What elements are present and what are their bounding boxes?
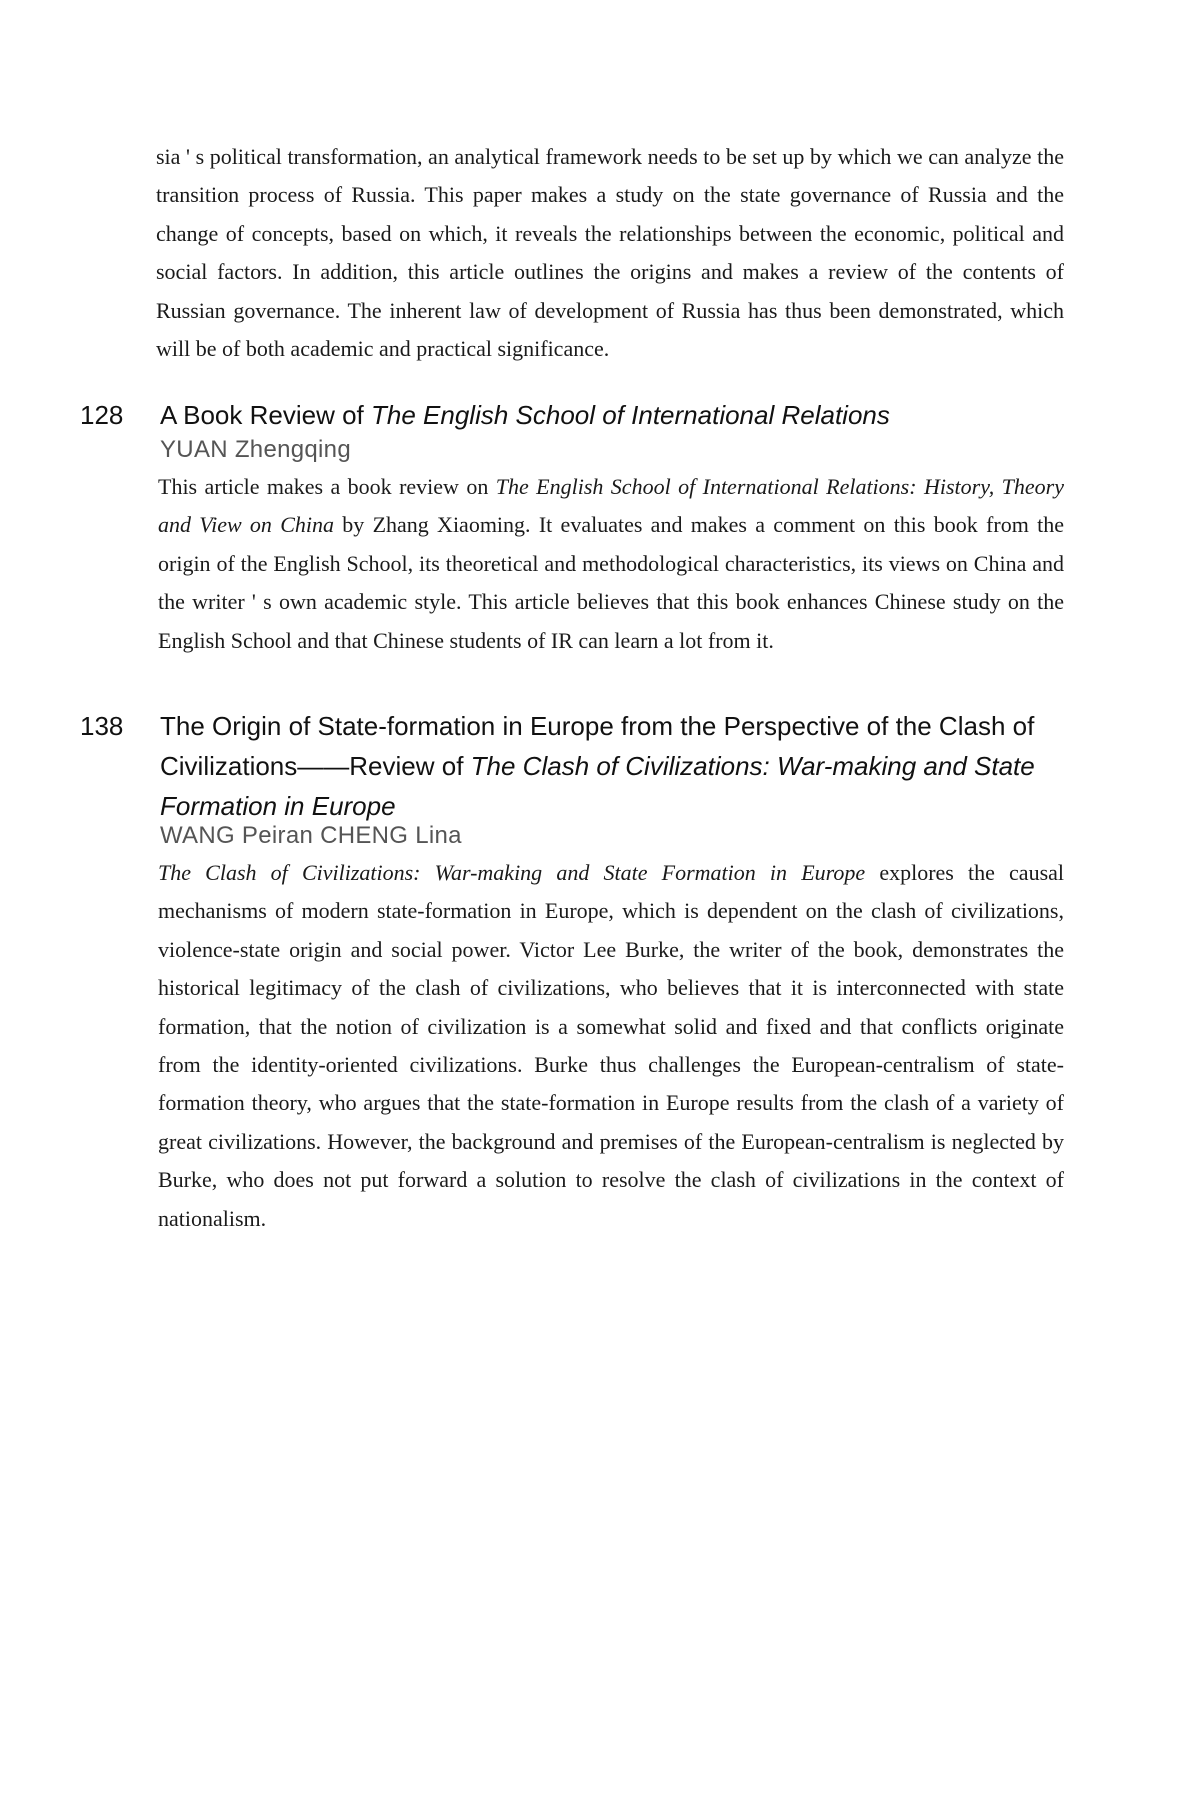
entry-abstract bbox=[158, 854, 1064, 1238]
entry-title-prefix: The Origin of State-formation in Europe from the Perspective of the Clash of Civilizations——Review of bbox=[160, 711, 1035, 781]
abstract-lead: This article makes a book review on bbox=[158, 474, 496, 499]
entry-title bbox=[160, 706, 1070, 826]
entry-title-book: The Clash of Civilizations: War-making and State Formation in Europe bbox=[160, 751, 1035, 821]
abstract-book-title: The Clash of Civilizations: War-making and State Formation in Europe bbox=[158, 860, 866, 885]
abstract-body: by Zhang Xiaoming. It evaluates and makes a comment on this book from the origin of the English School, its theoretical and methodological characteristics, its views on China and the writer ' s own academic style. This article believes that this book enhances Chinese study on the English School and that Chinese students of IR can learn a lot from it. bbox=[158, 512, 1064, 653]
abstract-body: explores the causal mechanisms of modern state-formation in Europe, which is dependent on the clash of civilizations, violence-state origin and social power. Victor Lee Burke, the writer of the book, demonstrates the historical legitimacy of the clash of civilizations, who believes that it is interconnected with state formation, that the notion of civilization is a somewhat solid and fixed and that conflicts originate from the identity-oriented civilizations. Burke thus challenges the European-centralism of state-formation theory, who argues that the state-formation in Europe results from the clash of a variety of great civilizations. However, the background and premises of the European-centralism is neglected by Burke, who does not put forward a solution to resolve the clash of civilizations in the context of nationalism. bbox=[158, 860, 1065, 1231]
continued-abstract: sia ' s political transformation, an analytical framework needs to be set up by which we can analyze the transition process of Russia. This paper makes a study on the state governance of Russia and the change of concepts, based on which, it reveals the relationships between the economic, political and social factors. In addition, this article outlines the origins and makes a review of the contents of Russian governance. The inherent law of development of Russia has thus been demonstrated, which will be of both academic and practical significance. bbox=[156, 144, 1064, 362]
entry-title-prefix: A Book Review of bbox=[160, 400, 371, 430]
entry-authors: WANG Peiran CHENG Lina bbox=[160, 822, 462, 849]
entry-title-book: The English School of International Relations bbox=[371, 400, 890, 430]
entry-page-number: 128 bbox=[80, 400, 124, 430]
abstract-book-title: The English School of International Relations: History, Theory and View on China bbox=[158, 474, 1064, 538]
entry-page-number: 138 bbox=[80, 711, 124, 741]
entry-authors: YUAN Zhengqing bbox=[160, 436, 351, 463]
entry-title bbox=[160, 395, 1070, 435]
entry-abstract bbox=[158, 468, 1064, 660]
